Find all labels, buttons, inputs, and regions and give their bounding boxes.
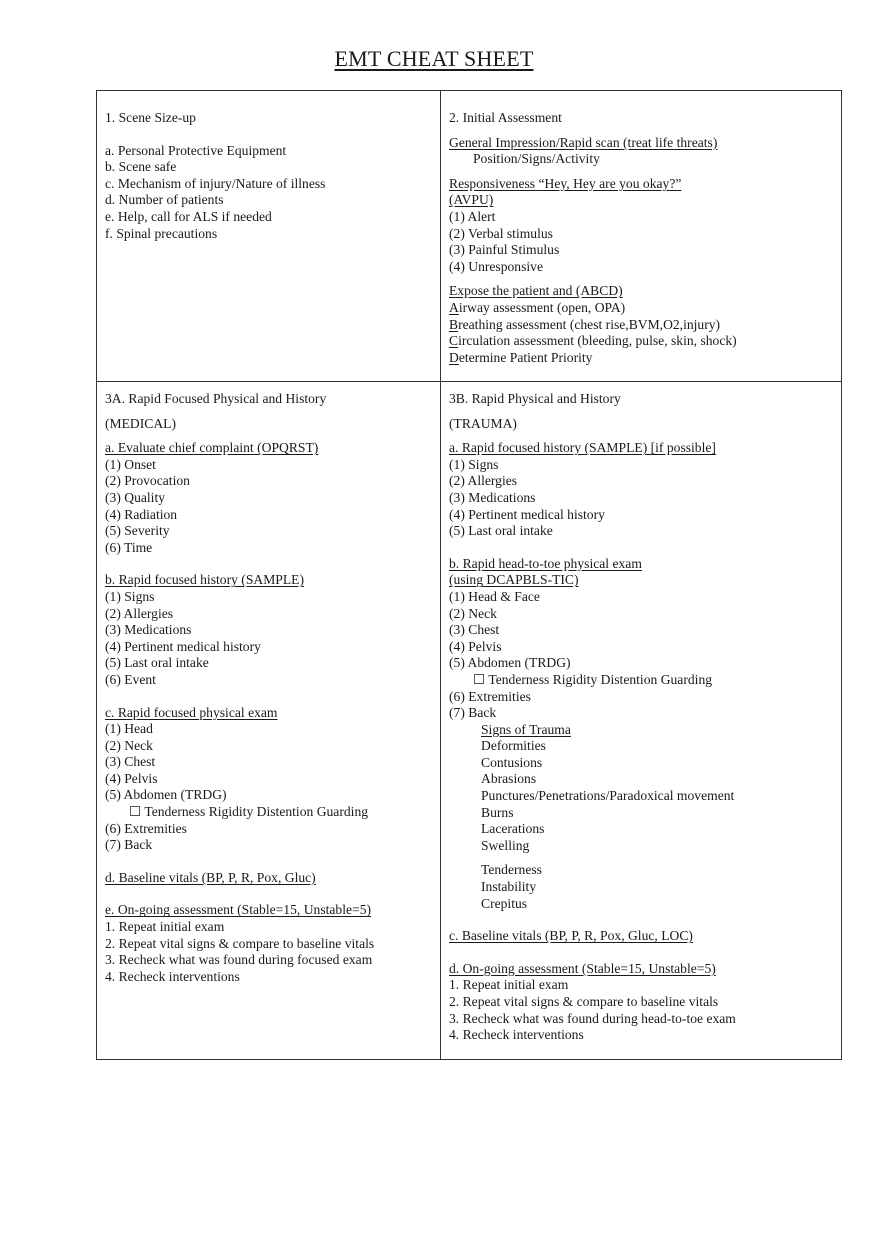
list-item: (3) Medications: [449, 489, 536, 505]
abcd-item: Breathing assessment (chest rise,BVM,O2,injury): [449, 316, 721, 332]
list-item: a. Personal Protective Equipment: [105, 142, 287, 158]
list-item: (1) Signs: [449, 456, 499, 472]
section-title: a. Rapid focused history (SAMPLE) [if possible]: [449, 440, 716, 456]
abcd-item: Determine Patient Priority: [449, 349, 593, 365]
trauma-sub: (TRAUMA): [449, 415, 517, 431]
list-item: Swelling: [481, 837, 530, 853]
avpu-label: (AVPU): [449, 192, 494, 208]
section-title: b. Rapid head-to-toe physical exam: [449, 555, 642, 571]
list-item: (2) Neck: [449, 605, 497, 621]
list-item: ☐ Tenderness Rigidity Distention Guarding: [473, 671, 713, 687]
list-item: Abrasions: [481, 771, 537, 787]
section-title: d. On-going assessment (Stable=15, Unstable=5): [449, 960, 716, 976]
list-item: (4) Pelvis: [449, 638, 502, 654]
responsiveness: Responsiveness “Hey, Hey are you okay?”: [449, 175, 682, 191]
list-item: (6) Event: [105, 671, 156, 687]
list-item: (1) Alert: [449, 208, 496, 224]
list-item: 1. Repeat initial exam: [105, 919, 225, 935]
list-item: (1) Onset: [105, 456, 156, 472]
scene-size-up-cell: [105, 110, 435, 242]
trauma-cell: [449, 391, 839, 1044]
list-item: Burns: [481, 804, 514, 820]
trauma-heading: 3B. Rapid Physical and History: [449, 391, 621, 406]
scene-list: [105, 143, 435, 243]
list-item: (1) Head & Face: [449, 588, 540, 604]
list-item: Crepitus: [481, 895, 528, 911]
column-divider: [440, 91, 441, 1059]
list-item: (3) Quality: [105, 489, 166, 505]
initial-heading: 2. Initial Assessment: [449, 110, 562, 125]
list-item: Contusions: [481, 754, 543, 770]
list-item: (5) Last oral intake: [449, 523, 553, 539]
medical-heading: 3A. Rapid Focused Physical and History: [105, 391, 327, 406]
checkbox-glyph-icon: ☐: [129, 804, 142, 820]
section-title: e. On-going assessment (Stable=15, Unstable=5): [105, 902, 372, 918]
list-item: (6) Extremities: [449, 688, 531, 704]
list-item: (4) Pertinent medical history: [449, 506, 605, 522]
cheat-sheet-table: [96, 90, 842, 1060]
list-item: f. Spinal precautions: [105, 225, 218, 241]
list-item: (5) Abdomen (TRDG): [449, 655, 571, 671]
list-item: 4. Recheck interventions: [449, 1027, 584, 1043]
scene-heading: 1. Scene Size-up: [105, 110, 196, 125]
list-item: (2) Allergies: [449, 473, 518, 489]
list-item: (1) Head: [105, 721, 153, 737]
general-impression: General Impression/Rapid scan (treat life threats): [449, 134, 718, 150]
list-item: (7) Back: [449, 705, 497, 721]
list-item: Instability: [481, 879, 537, 895]
section-title: (using DCAPBLS-TIC): [449, 572, 579, 588]
medical-sub: (MEDICAL): [105, 415, 176, 431]
list-item: 3. Recheck what was found during focused exam: [105, 952, 373, 968]
abcd-item: Circulation assessment (bleeding, pulse, skin, shock): [449, 333, 737, 349]
list-item: (3) Medications: [105, 622, 192, 638]
list-item: (3) Painful Stimulus: [449, 242, 560, 258]
list-item: (4) Unresponsive: [449, 258, 544, 274]
list-item: (2) Provocation: [105, 473, 190, 489]
medical-cell: [105, 391, 435, 985]
list-item: (6) Time: [105, 539, 153, 555]
expose-label: Expose the patient and (ABCD): [449, 283, 623, 299]
list-item: (2) Allergies: [105, 605, 174, 621]
list-item: Tenderness: [481, 862, 542, 878]
abcd-item: Airway assessment (open, OPA): [449, 299, 626, 315]
list-item: Punctures/Penetrations/Paradoxical movement: [481, 788, 735, 804]
list-item: b. Scene safe: [105, 159, 177, 175]
list-item: (5) Abdomen (TRDG): [105, 787, 227, 803]
list-item: (2) Verbal stimulus: [449, 225, 553, 241]
list-item: 1. Repeat initial exam: [449, 977, 569, 993]
list-item: 2. Repeat vital signs & compare to baseline vitals: [449, 994, 719, 1009]
list-item: (1) Signs: [105, 588, 155, 604]
section-title: b. Rapid focused history (SAMPLE): [105, 572, 304, 588]
section-title: d. Baseline vitals (BP, P, R, Pox, Gluc): [105, 869, 316, 885]
list-item: (4) Pelvis: [105, 770, 158, 786]
list-item: (4) Pertinent medical history: [105, 638, 261, 654]
list-item: (5) Severity: [105, 523, 170, 539]
list-item: 4. Recheck interventions: [105, 968, 240, 984]
section-title: a. Evaluate chief complaint (OPQRST): [105, 440, 319, 456]
list-item: (6) Extremities: [105, 820, 187, 836]
list-item: (5) Last oral intake: [105, 655, 209, 671]
list-item: c. Mechanism of injury/Nature of illness: [105, 175, 326, 191]
list-item: (3) Chest: [105, 754, 156, 770]
general-sub: Position/Signs/Activity: [473, 151, 600, 167]
list-item: (3) Chest: [449, 622, 500, 638]
checkbox-glyph-icon: ☐: [473, 671, 486, 687]
page-title: EMT CHEAT SHEET: [334, 46, 534, 71]
section-title: c. Baseline vitals (BP, P, R, Pox, Gluc, LOC): [449, 928, 693, 944]
list-item: (2) Neck: [105, 737, 153, 753]
list-item: e. Help, call for ALS if needed: [105, 208, 272, 224]
signs-title: Signs of Trauma: [481, 721, 571, 737]
section-title: c. Rapid focused physical exam: [105, 704, 278, 720]
initial-assessment-cell: [449, 110, 839, 366]
list-item: d. Number of patients: [105, 192, 224, 208]
list-item: (7) Back: [105, 837, 153, 853]
list-item: Deformities: [481, 738, 546, 754]
row-divider: [97, 381, 841, 382]
list-item: 3. Recheck what was found during head-to-toe exam: [449, 1010, 736, 1026]
list-item: ☐ Tenderness Rigidity Distention Guarding: [129, 804, 369, 820]
list-item: 2. Repeat vital signs & compare to baseline vitals: [105, 935, 375, 951]
list-item: (4) Radiation: [105, 506, 178, 522]
list-item: Lacerations: [481, 821, 545, 837]
